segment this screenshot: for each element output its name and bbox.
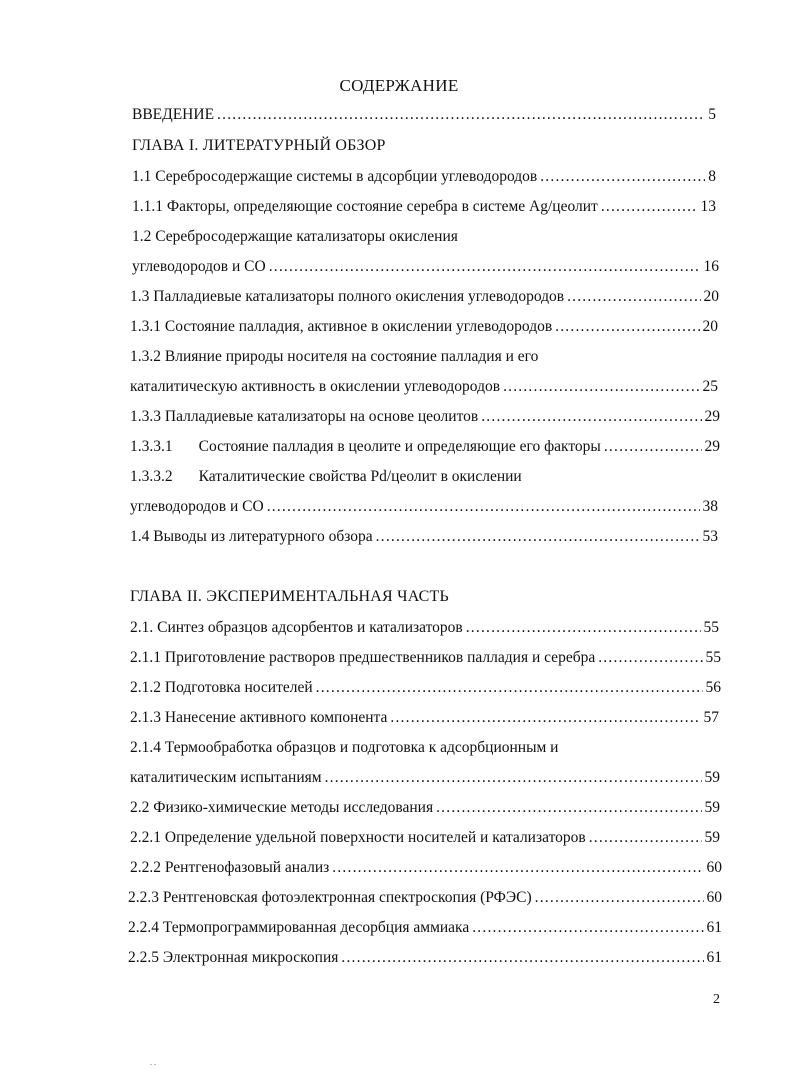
toc-label: 2.1.4 Термообработка образцов и подготовка к адсорбционным и [130, 739, 559, 756]
toc-label: 2.1. Синтез образцов адсорбентов и катализаторов [130, 619, 463, 636]
toc-label: 1.3.2 Влияние природы носителя на состояние палладия и его [130, 348, 539, 365]
toc-entry[interactable] [130, 318, 718, 340]
toc-page-number: 13 [698, 198, 717, 216]
toc-label: 2.1.2 Подготовка носителей [130, 679, 313, 696]
leader-dots [341, 949, 719, 967]
toc-label: 1.4 Выводы из литературного обзора [130, 528, 373, 545]
toc-label: 1.2 Серебросодержащие катализаторы окисления [132, 228, 458, 245]
leader-dots [481, 408, 717, 426]
toc-label: ВВЕДЕНИЕ [132, 106, 215, 123]
leader-dots [589, 829, 717, 847]
leader-dots [598, 649, 718, 667]
toc-page-number: 20 [700, 318, 719, 336]
leader-dots [376, 528, 715, 546]
leader-dots [503, 378, 715, 396]
toc-page-number: 55 [703, 649, 722, 667]
toc-entry[interactable] [128, 889, 722, 911]
toc-label: 1.3.3 Палладиевые катализаторы на основе цеолитов [130, 408, 479, 425]
toc-entry[interactable] [130, 649, 721, 671]
toc-entry[interactable] [132, 228, 716, 250]
toc-page-number: 61 [704, 919, 723, 937]
toc-entry[interactable] [130, 378, 718, 400]
toc-label: 2.2.4 Термопрограммированная десорбция аммиака [128, 919, 470, 936]
toc-label: 2.2.3 Рентгеновская фотоэлектронная спектроскопия (РФЭС) [128, 889, 532, 906]
leader-dots [567, 288, 716, 306]
toc-label: 2.1.3 Нанесение активного компонента [130, 709, 388, 726]
toc-entry[interactable] [130, 528, 718, 550]
toc-page-number: 59 [702, 799, 721, 817]
chapter-heading: ГЛАВА I. ЛИТЕРАТУРНЫЙ ОБЗОР [132, 137, 386, 154]
leader-dots [555, 318, 715, 336]
leader-dots [601, 198, 713, 216]
toc-label: углеводородов и СО [132, 258, 266, 275]
leader-dots [466, 619, 716, 637]
leader-dots [540, 168, 713, 186]
toc-entry[interactable] [130, 408, 720, 430]
toc-label: каталитическим испытаниям [130, 769, 322, 786]
leader-dots [269, 258, 716, 276]
leader-dots [436, 799, 717, 817]
toc-page-number: 56 [703, 679, 722, 697]
toc-page-number: 8 [705, 168, 716, 186]
toc-entry[interactable] [130, 769, 720, 791]
toc-page-number: 55 [701, 619, 720, 637]
toc-entry[interactable] [128, 949, 722, 971]
toc-entry[interactable] [128, 919, 722, 941]
leader-dots [267, 498, 715, 516]
toc-label: 1.3 Палладиевые катализаторы полного окисления углеводородов [130, 288, 565, 305]
toc-entry[interactable] [130, 829, 720, 851]
page-number: 2 [713, 992, 720, 1007]
toc-entry[interactable] [130, 859, 722, 881]
toc-page-number: 29 [702, 408, 721, 426]
toc-page-number: 29 [702, 438, 721, 456]
toc-page-number: 57 [701, 709, 720, 727]
toc-label: 2.2 Физико-химические методы исследования [130, 799, 434, 816]
toc-entry[interactable] [132, 168, 716, 190]
leader-dots [332, 859, 719, 877]
toc-page-number: 61 [704, 949, 723, 967]
toc-label: каталитическую активность в окислении углеводородов [130, 378, 501, 395]
leader-dots [535, 889, 719, 907]
toc-entry[interactable] [130, 498, 718, 520]
page-title: СОДЕРЖАНИЕ [339, 76, 459, 95]
toc-entry[interactable] [130, 438, 720, 460]
toc-entry[interactable] [130, 619, 719, 641]
toc-entry[interactable] [130, 799, 720, 821]
chapter-heading: ГЛАВА II. ЭКСПЕРИМЕНТАЛЬНАЯ ЧАСТЬ [130, 588, 449, 605]
leader-dots [316, 679, 718, 697]
toc-page-number: 60 [704, 889, 723, 907]
toc-label: 1.1.1 Факторы, определяющие состояние серебра в системе Ag/цеолит [132, 198, 598, 215]
toc-page-number: 59 [702, 829, 721, 847]
toc-label: 2.2.1 Определение удельной поверхности носителей и катализаторов [130, 829, 586, 846]
toc-entry[interactable] [130, 348, 718, 370]
toc-entry[interactable] [130, 468, 720, 490]
toc-page-number: 38 [700, 498, 719, 516]
toc-label: 1.3.3.2 [130, 468, 173, 485]
toc-label: 1.1 Серебросодержащие системы в адсорбции углеводородов [132, 168, 538, 185]
toc-label: 2.2.5 Электронная микроскопия [128, 949, 339, 966]
toc-page-number: 25 [700, 378, 719, 396]
toc-label: 2.2.2 Рентгенофазовый анализ [130, 859, 330, 876]
toc-page-number: 20 [701, 288, 720, 306]
toc-page-number: 59 [702, 769, 721, 787]
leader-dots [325, 769, 717, 787]
scan-marks: . . [150, 1058, 156, 1067]
toc-label: 1.3.3.1 [130, 438, 173, 455]
toc-entry[interactable] [132, 198, 716, 220]
toc-entry[interactable] [130, 679, 721, 701]
toc-entry[interactable] [130, 288, 719, 310]
toc-entry-intro[interactable] [132, 106, 716, 128]
toc-entry[interactable] [132, 258, 719, 280]
toc-label: углеводородов и СО [130, 498, 264, 515]
toc-page-number: 5 [705, 106, 716, 124]
toc-entry[interactable] [130, 739, 719, 761]
leader-dots [604, 438, 717, 456]
toc-entry[interactable] [130, 709, 719, 731]
leader-dots [217, 106, 713, 124]
toc-label: 1.3.1 Состояние палладия, активное в окислении углеводородов [130, 318, 553, 335]
toc-page-number: 60 [704, 859, 723, 877]
toc-label-text: Состояние палладия в цеолите и определяющие его факторы [198, 438, 601, 455]
toc-page-number: 53 [700, 528, 719, 546]
toc-label-text: Каталитические свойства Pd/цеолит в окислении [198, 468, 522, 485]
leader-dots [472, 919, 719, 937]
toc-label: 2.1.1 Приготовление растворов предшественников палладия и серебра [130, 649, 596, 666]
toc-page-number: 16 [701, 258, 720, 276]
leader-dots [390, 709, 716, 727]
